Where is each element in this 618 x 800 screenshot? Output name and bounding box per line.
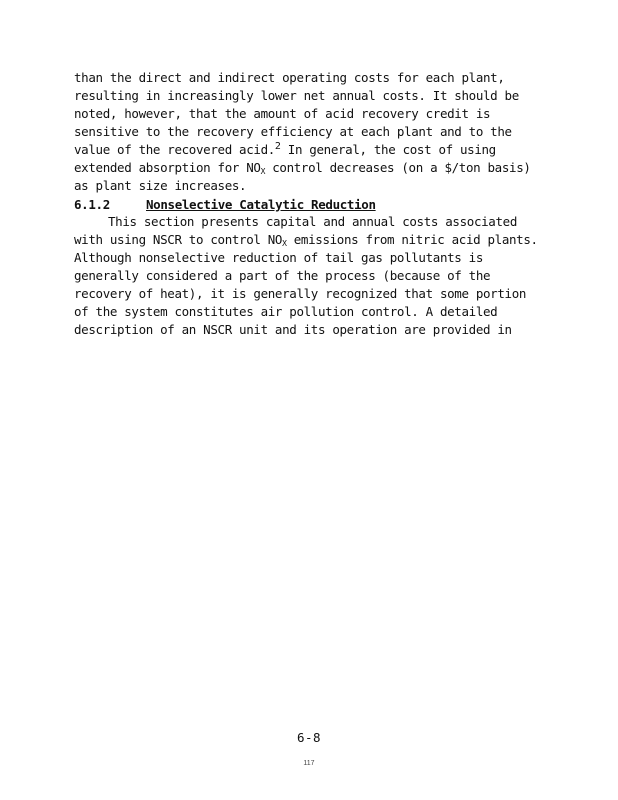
paragraph1-line5 (74, 141, 554, 159)
paragraph1-line3: noted, however, that the amount of acid recovery credit is (74, 106, 491, 121)
page-number: 6-8 (296, 730, 322, 745)
paragraph2-line2 (74, 231, 554, 249)
paragraph2-line4: generally considered a part of the process (because of the (74, 268, 491, 283)
paragraph1-line6 (74, 159, 554, 177)
paragraph1-line6-post: control decreases (on a $/ton basis) (265, 160, 531, 175)
nox-subscript: X (260, 167, 266, 176)
paragraph2-line2-post: emissions from nitric acid plants. (286, 232, 538, 247)
paragraph1-line1: than the direct and indirect operating costs for each plant, (74, 70, 505, 85)
paragraph2-line6: of the system constitutes air pollution control. A detailed (74, 304, 498, 319)
nox-subscript: X (282, 239, 287, 248)
paragraph1-line4: sensitive to the recovery efficiency at each plant and to the (74, 124, 512, 139)
section-title: Nonselective Catalytic Reduction (146, 197, 376, 212)
paragraph1-line2: resulting in increasingly lower net annual costs. It should be (74, 88, 519, 103)
paragraph1-line7: as plant size increases. (74, 178, 247, 193)
section-number: 6.1.2 (74, 197, 110, 212)
paragraph2-line1: This section presents capital and annual costs associated (108, 214, 518, 229)
footer-mark: 117 (303, 760, 315, 767)
paragraph2-line7: description of an NSCR unit and its operation are provided in (74, 322, 512, 337)
paragraph2-line5: recovery of heat), it is generally recognized that some portion (74, 286, 527, 301)
paragraph2-line3: Although nonselective reduction of tail gas pollutants is (74, 250, 484, 265)
paragraph2-line2-pre: with using NSCR to control NO (74, 232, 283, 247)
paragraph1-line5-tail: In general, the cost of using (280, 142, 496, 157)
section-heading (74, 196, 554, 214)
paragraph1-line6-pre: extended absorption for NO (74, 160, 261, 175)
reference-superscript: 2 (274, 141, 281, 152)
paragraph1-line5-text: value of the recovered acid. (74, 142, 275, 157)
